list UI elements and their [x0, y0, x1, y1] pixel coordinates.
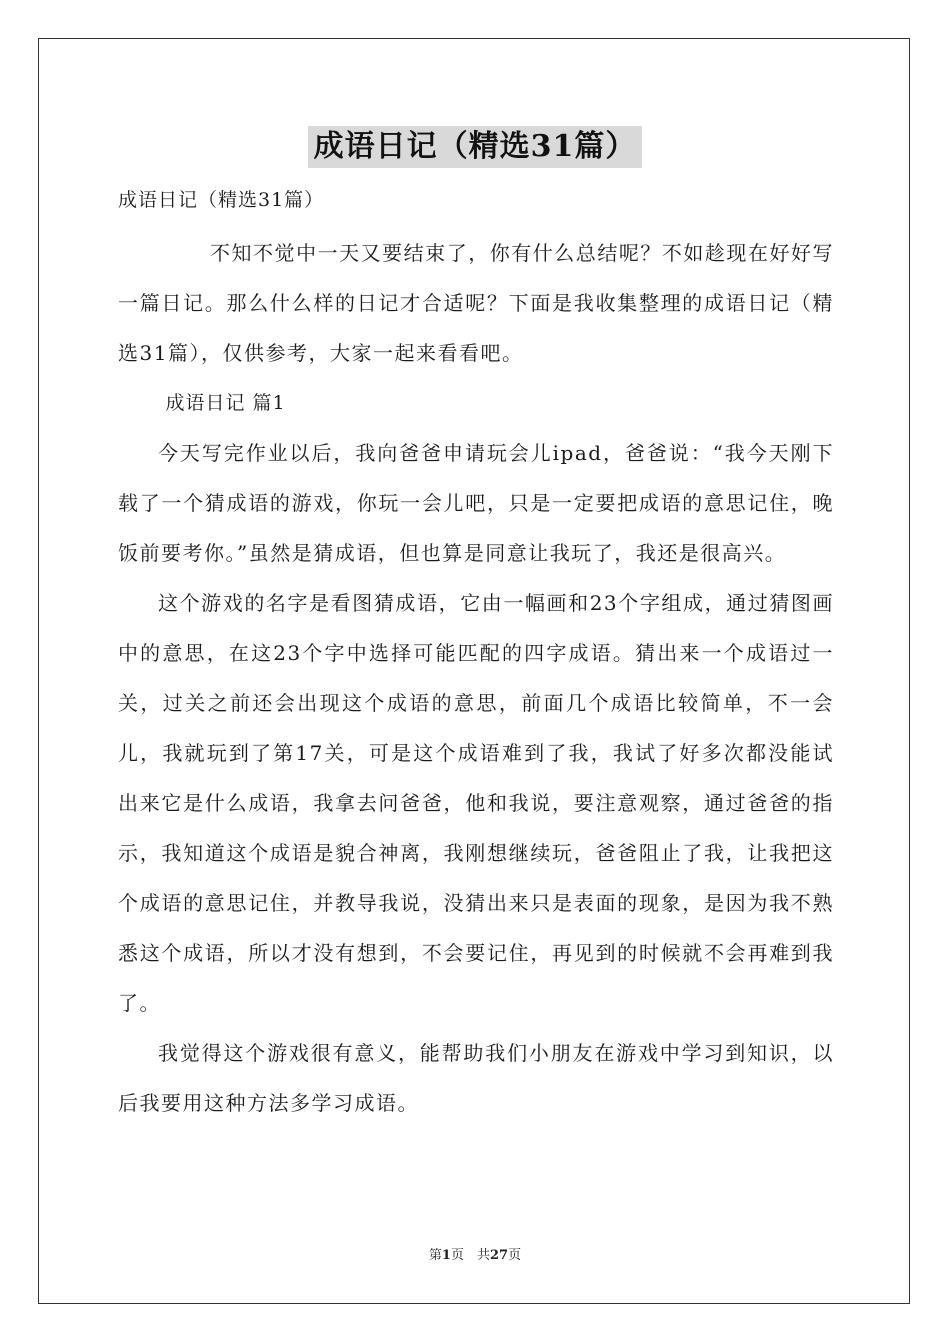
document-subtitle: 成语日记（精选31篇）: [118, 189, 325, 211]
footer-page-current: 1: [441, 1248, 451, 1263]
footer-page-total: 27: [489, 1248, 509, 1263]
footer-page-mid: 页 共: [450, 1248, 490, 1263]
section-heading: 成语日记 篇1: [165, 392, 286, 414]
footer-page-prefix: 第: [428, 1248, 442, 1263]
title-container: [0, 126, 950, 168]
document-body: [118, 180, 834, 1128]
intro-paragraph: 不知不觉中一天又要结束了，你有什么总结呢？不如趁现在好好写一篇日记。那么什么样的日记才合适呢？下面是我收集整理的成语日记（精选31篇），仅供参考，大家一起来看看吧。: [118, 241, 834, 365]
footer-page-suffix: 页: [508, 1248, 522, 1263]
page-footer: [0, 1244, 950, 1263]
body-paragraph-2: 这个游戏的名字是看图猜成语，它由一幅画和23个字组成，通过猜图画中的意思，在这23个字中选择可能匹配的四字成语。猜出来一个成语过一关，过关之前还会出现这个成语的意思，前面几个成语比较简单，不一会儿，我就玩到了第17关，可是这个成语难到了我，我试了好多次都没能试出来它是什么成语，我拿去问爸爸，他和我说，要注意观察，通过爸爸的指示，我知道这个成语是貌合神离，我刚想继续玩，爸爸阻止了我，让我把这个成语的意思记住，并教导我说，没猜出来只是表面的现象，是因为我不熟悉这个成语，所以才没有想到，不会要记住，再见到的时候就不会再难到我了。: [118, 591, 834, 1015]
document-title: 成语日记（精选31篇）: [308, 126, 643, 168]
body-paragraph-1: 今天写完作业以后，我向爸爸申请玩会儿ipad，爸爸说：“我今天刚下载了一个猜成语的游戏，你玩一会儿吧，只是一定要把成语的意思记住，晚饭前要考你。”虽然是猜成语，但也算是同意让我玩了，我还是很高兴。: [118, 441, 834, 565]
body-paragraph-3: 我觉得这个游戏很有意义，能帮助我们小朋友在游戏中学习到知识，以后我要用这种方法多学习成语。: [118, 1041, 834, 1115]
